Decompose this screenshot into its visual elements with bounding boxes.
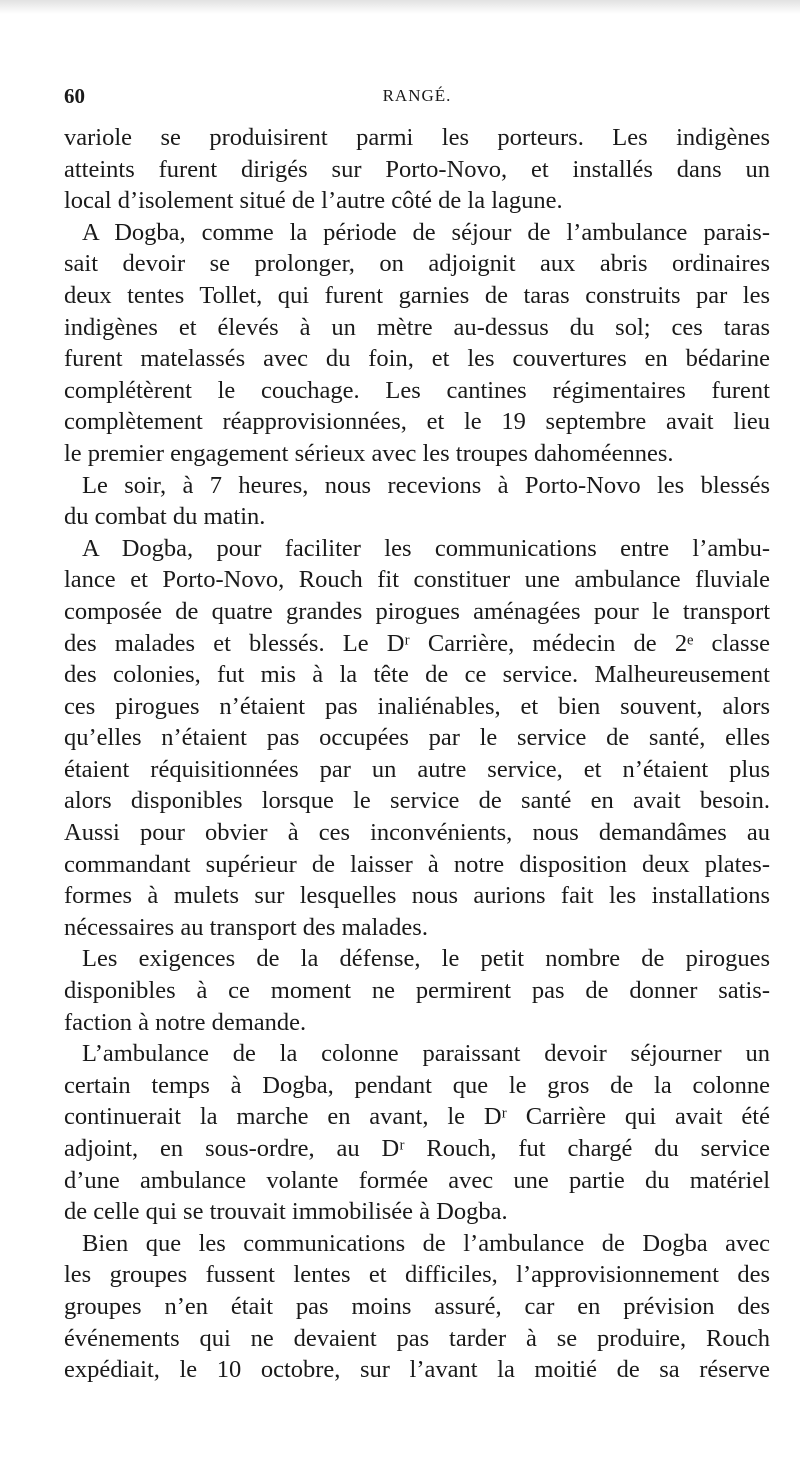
text-line: continuerait la marche en avant, le Dʳ Carrière qui avait été (64, 1103, 770, 1131)
text-line: alors disponibles lorsque le service de santé en avait besoin. (64, 787, 770, 815)
text-line: deux tentes Tollet, qui furent garnies de taras construits par les (64, 281, 770, 309)
text-line: Bien que les communications de l’ambulance de Dogba avec (82, 1229, 770, 1257)
text-line: Le soir, à 7 heures, nous recevions à Porto-Novo les blessés (82, 471, 770, 499)
text-line: qu’elles n’étaient pas occupées par le service de santé, elles (64, 724, 770, 752)
text-line: des colonies, fut mis à la tête de ce service. Malheureusement (64, 661, 770, 689)
text-line: expédiait, le 10 octobre, sur l’avant la moitié de sa réserve (64, 1356, 770, 1384)
text-line: lance et Porto-Novo, Rouch fit constituer une ambulance fluviale (64, 566, 770, 594)
running-head: RANGÉ. (382, 86, 452, 105)
text-line: étaient réquisitionnées par un autre service, et n’étaient plus (64, 755, 770, 783)
text-line: composée de quatre grandes pirogues aménagées pour le transport (64, 597, 770, 625)
text-line: formes à mulets sur lesquelles nous aurions fait les installations (64, 882, 770, 910)
text-line: certain temps à Dogba, pendant que le gros de la colonne (64, 1071, 770, 1099)
page-top-shadow (0, 0, 800, 14)
text-line: le premier engagement sérieux avec les troupes dahoméennes. (64, 439, 674, 467)
text-line: complétèrent le couchage. Les cantines régimentaires furent (64, 376, 770, 404)
text-line: adjoint, en sous-ordre, au Dʳ Rouch, fut chargé du service (64, 1135, 770, 1162)
text-line: groupes n’en était pas moins assuré, car en prévision des (64, 1292, 770, 1320)
text-line: atteints furent dirigés sur Porto-Novo, et installés dans un (64, 155, 770, 183)
text-line: commandant supérieur de laisser à notre disposition deux plates- (64, 850, 770, 878)
text-line: disponibles à ce moment ne permirent pas de donner satis- (64, 977, 770, 1005)
text-line: du combat du matin. (64, 503, 266, 531)
text-line: les groupes fussent lentes et difficiles, l’approvisionnement des (64, 1261, 770, 1289)
text-line: ces pirogues n’étaient pas inaliénables, et bien souvent, alors (64, 692, 770, 720)
text-line: de celle qui se trouvait immobilisée à Dogba. (64, 1198, 508, 1226)
text-line: variole se produisirent parmi les porteurs. Les indigènes (64, 124, 770, 151)
page-header (64, 84, 770, 112)
text-line: Aussi pour obvier à ces inconvénients, nous demandâmes au (64, 819, 770, 847)
text-line: furent matelassés avec du foin, et les couvertures en bédarine (64, 345, 770, 373)
text-line: d’une ambulance volante formée avec une partie du matériel (64, 1166, 770, 1194)
page-number: 60 (64, 84, 85, 108)
text-line: local d’isolement situé de l’autre côté de la lagune. (64, 187, 563, 215)
text-line: événements qui ne devaient pas tarder à se produire, Rouch (64, 1324, 770, 1352)
text-line: L’ambulance de la colonne paraissant devoir séjourner un (82, 1040, 770, 1068)
text-line: complètement réapprovisionnées, et le 19 septembre avait lieu (64, 408, 770, 436)
text-line: A Dogba, pour faciliter les communications entre l’ambu- (82, 534, 770, 562)
text-line: des malades et blessés. Le Dʳ Carrière, médecin de 2ᵉ classe (64, 629, 770, 657)
text-line: Les exigences de la défense, le petit nombre de pirogues (82, 945, 770, 973)
text-line: indigènes et élevés à un mètre au-dessus du sol; ces taras (64, 313, 770, 341)
text-line: nécessaires au transport des malades. (64, 913, 428, 941)
text-line: sait devoir se prolonger, on adjoignit aux abris ordinaires (64, 250, 770, 278)
text-line: A Dogba, comme la période de séjour de l’ambulance parais- (82, 218, 770, 246)
body-text (64, 122, 770, 1386)
text-line: faction à notre demande. (64, 1008, 307, 1036)
